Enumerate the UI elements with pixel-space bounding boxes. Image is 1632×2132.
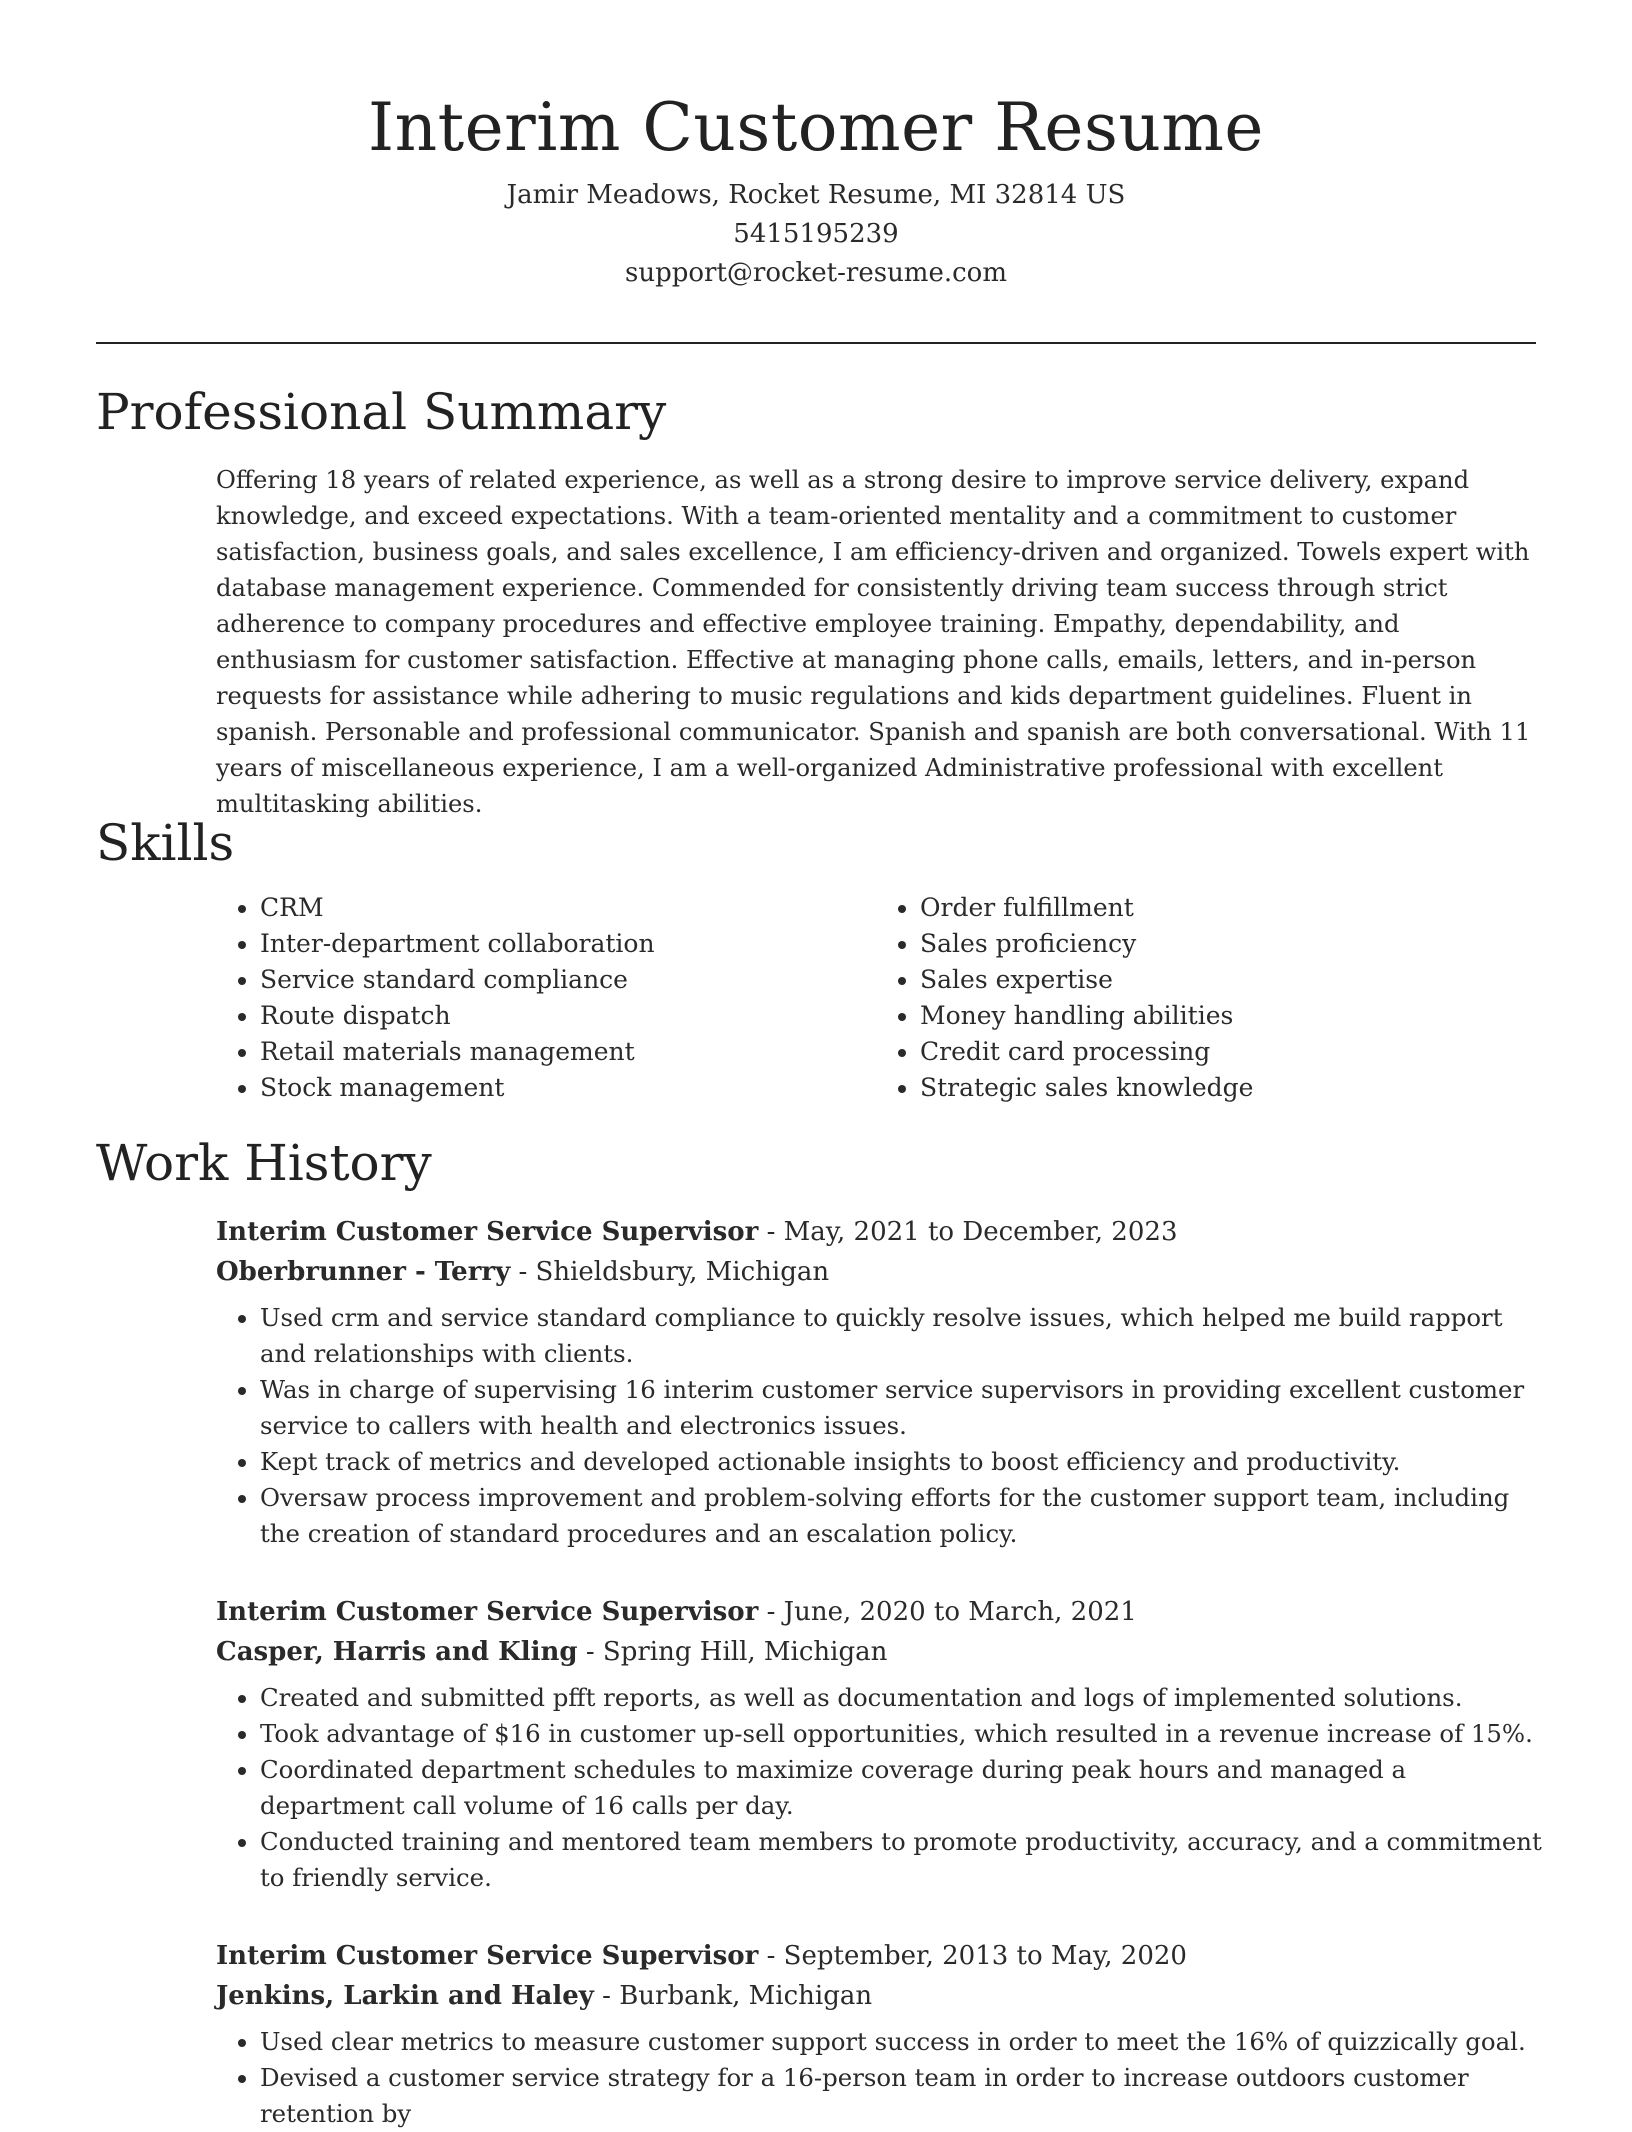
contact-address: Jamir Meadows, Rocket Resume, MI 32814 US [506,180,1126,210]
skill-item: • Strategic sales knowledge [920,1070,1536,1106]
job-title-line [216,1212,1546,1252]
skill-item: • Credit card processing [920,1034,1536,1070]
work-history-heading: Work History [96,1134,432,1192]
job-entry [216,1936,1546,2132]
skills-column-right [876,890,1536,1106]
job-company: Jenkins, Larkin and Haley [216,1981,594,2011]
job-bullet: • Devised a customer service strategy for a 16-person team in order to increase outdoors customer retention by [260,2060,1546,2132]
header-divider [96,342,1536,344]
job-bullet: • Was in charge of supervising 16 interim customer service supervisors in providing excellent customer service to callers with health and electronics issues. [260,1372,1546,1444]
skill-item: • Retail materials management [260,1034,876,1070]
job-location: - Burbank, Michigan [593,1981,873,2011]
contact-phone: 5415195239 [733,219,899,249]
job-title-line [216,1936,1546,1976]
job-dates: - September, 2013 to May, 2020 [758,1941,1187,1971]
job-company-line [216,1976,1546,2016]
job-title: Interim Customer Service Supervisor [216,1941,759,1971]
job-bullet: • Kept track of metrics and developed actionable insights to boost efficiency and productivity. [260,1444,1546,1480]
resume-header [0,0,1632,293]
job-company-line [216,1252,1546,1292]
job-company-line [216,1632,1546,1672]
skill-item: • Inter-department collaboration [260,926,876,962]
job-entry [216,1212,1546,1552]
job-bullet: • Oversaw process improvement and problem-solving efforts for the customer support team, including the creation of standard procedures and an escalation policy. [260,1480,1546,1552]
job-company: Casper, Harris and Kling [216,1637,578,1667]
job-location: - Spring Hill, Michigan [577,1637,888,1667]
job-title-line [216,1592,1546,1632]
summary-heading: Professional Summary [96,383,667,441]
job-bullet: • Coordinated department schedules to maximize coverage during peak hours and managed a department call volume of 16 calls per day. [260,1752,1546,1824]
job-bullet: • Used clear metrics to measure customer support success in order to meet the 16% of quizzically goal. [260,2024,1546,2060]
resume-title: Interim Customer Resume [368,89,1264,166]
job-bullet: • Used crm and service standard compliance to quickly resolve issues, which helped me build rapport and relationships with clients. [260,1300,1546,1372]
job-title: Interim Customer Service Supervisor [216,1597,759,1627]
contact-email: support@rocket-resume.com [624,258,1007,288]
job-bullet: • Conducted training and mentored team members to promote productivity, accuracy, and a commitment to friendly service. [260,1824,1546,1896]
skill-item: • Service standard compliance [260,962,876,998]
job-bullet: • Took advantage of $16 in customer up-sell opportunities, which resulted in a revenue increase of 15%. [260,1716,1546,1752]
skill-item: • Sales proficiency [920,926,1536,962]
job-title: Interim Customer Service Supervisor [216,1217,759,1247]
skill-item: • Sales expertise [920,962,1536,998]
summary-text: Offering 18 years of related experience, as well as a strong desire to improve service delivery, expand knowledge, and exceed expectations. With a team-oriented mentality and a commitment to customer satisfaction, business goals, and sales excellence, I am efficiency-driven and organized. Towels expert with database management experience. Commended for consistently driving team success through strict adherence to company procedures and effective employee training. Empathy, dependability, and enthusiasm for customer satisfaction. Effective at managing phone calls, emails, letters, and in-person requests for assistance while adhering to music regulations and kids department guidelines. Fluent in spanish. Personable and professional communicator. Spanish and spanish are both conversational. With 11 years of miscellaneous experience, I am a well-organized Administrative professional with excellent multitasking abilities. [216,466,1531,818]
skill-item: • Route dispatch [260,998,876,1034]
contact-block [0,176,1632,293]
job-bullets [216,1680,1546,1896]
skill-item: • Money handling abilities [920,998,1536,1034]
job-bullet: • Created and submitted pfft reports, as well as documentation and logs of implemented solutions. [260,1680,1546,1716]
skill-item: • Order fulfillment [920,890,1536,926]
skills-column-left [216,890,876,1106]
job-bullets [216,1300,1546,1552]
job-dates: - May, 2021 to December, 2023 [758,1217,1178,1247]
job-entry [216,1592,1546,1896]
job-dates: - June, 2020 to March, 2021 [758,1597,1137,1627]
job-company: Oberbrunner - Terry [216,1257,511,1287]
skill-item: • Stock management [260,1070,876,1106]
job-bullets [216,2024,1546,2132]
skills-list [216,890,1536,1106]
job-location: - Shieldsbury, Michigan [510,1257,830,1287]
skills-heading: Skills [96,814,235,872]
skill-item: • CRM [260,890,876,926]
